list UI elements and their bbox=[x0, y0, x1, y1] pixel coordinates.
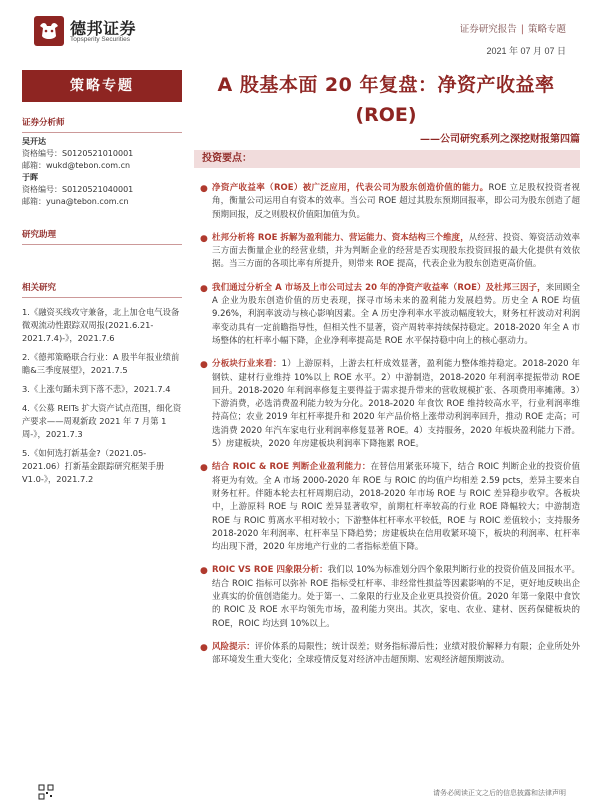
report-type: 证券研究报告 bbox=[459, 24, 517, 35]
company-logo bbox=[34, 14, 154, 50]
key-point-lead: ROIC VS ROE 四象限分析： bbox=[212, 565, 328, 576]
bullet-dot-icon: ● bbox=[200, 184, 208, 194]
title-line-1: A 股基本面 20 年复盘：净资产收益率 bbox=[217, 74, 555, 96]
key-point bbox=[200, 564, 580, 630]
key-point-body: ROE 立足股权投资者视角，衡量公司运用自有资本的效率。当公司 ROE 超过其股东预期回报率，即公司为股东创造了超预期回报，反之则股权价值阳加值为负。 bbox=[212, 183, 580, 220]
report-category: 策略专题 bbox=[527, 24, 566, 35]
analyst-name: 吴开达 bbox=[22, 137, 46, 146]
analyst-cert-row bbox=[22, 148, 182, 160]
related-report-item[interactable]: 3.《上涨句踊未到下落不悲》，2021.7.4 bbox=[22, 384, 171, 394]
bullet-dot-icon: ● bbox=[200, 566, 208, 577]
report-subtitle: ——公司研究系列之深挖财报第四篇 bbox=[420, 134, 580, 145]
related-research-list bbox=[22, 306, 182, 486]
email-label: 邮箱： bbox=[22, 197, 46, 206]
analyst-name: 于晖 bbox=[22, 173, 38, 182]
email-label: 邮箱： bbox=[22, 161, 46, 170]
key-point bbox=[200, 461, 580, 554]
bullet-dot-icon: ● bbox=[200, 642, 208, 653]
key-point bbox=[200, 641, 580, 668]
cert-label: 资格编号： bbox=[22, 149, 62, 158]
bullet-dot-icon: ● bbox=[200, 463, 208, 474]
analyst-email-row bbox=[22, 196, 182, 208]
report-header bbox=[0, 0, 600, 62]
analyst-section-label: 证券分析师 bbox=[22, 116, 182, 133]
header-separator: | bbox=[520, 24, 524, 35]
report-type-line bbox=[460, 21, 566, 35]
bullet-dot-icon: ● bbox=[200, 233, 208, 244]
key-point-body: 我们以 10%为标准划分四个象限判断行业的投资价值及回报水平。结合 ROIC 指标可以弥补 ROE 指标受杠杆率、非经常性损益等因素影响的不足，更好地反映出企业真实的价值创造能力。处于第一、二象限的行业及企业更具投资价值。2020 年第一象限中食饮的 ROIC 及 ROE 水平均领先市场，盈利能力突出。其次，家电、农业、建材、医药保健板块的 ROE，ROIC 均达到 10%以上。 bbox=[212, 565, 580, 629]
assistant-section-label: 研究助理 bbox=[22, 228, 182, 245]
assistant-spacer bbox=[22, 245, 182, 259]
category-box: 策略专题 bbox=[22, 70, 182, 102]
key-points-list bbox=[200, 182, 580, 678]
logo-chinese-name: 德邦证券 bbox=[70, 19, 137, 38]
key-point-lead: 净资产收益率（ROE）被广泛应用，代表公司为股东创造价值的能力。 bbox=[212, 183, 489, 193]
key-point-lead: 结合 ROIC & ROE 判断企业盈利能力： bbox=[212, 462, 371, 473]
logo-english-name: Topsperity Securities bbox=[70, 36, 130, 43]
key-point-body: 1）上游原料，上游去杠杆成效显著，盈利能力整体维持稳定。2018-2020 年钢铁、建材行业维持 10%以上 ROE 水平。2）中游制造，2018-2020 年利润率提振带动 ROE 回升。2018-2020 年利润率修复主要得益于需求提升带来的营收规模扩张、各项费用率摊薄。3）下游消费，必选消费盈利能力较为分化。2018-2020 年食饮 ROE 维持较高水平，行业利润率维持高位；农业 2019 年杠杆率提升和 2020 年产品价格上涨带动利润率回升，推动 ROE 走高；可选消费 2020 年汽车家电行业利润率修复显著 ROE。4）支持服务，2020 年板块盈利能力下滑。5）房建板块，2020 年房建板块利润率下降拖累 ROE。 bbox=[212, 359, 580, 450]
qr-code-icon bbox=[38, 784, 54, 800]
related-report-item[interactable]: 4.《公募 REITs 扩大资产试点范围，细化资产要求——周观新政 2021 年 7 月第 1 周-》，2021.7.3 bbox=[22, 403, 182, 439]
related-report-item[interactable]: 5.《如何选打新基金?（2021.05-2021.06）打新基金跟踪研究框架手册 V1.0-》，2021.7.2 bbox=[22, 448, 165, 484]
report-title bbox=[192, 70, 580, 130]
title-line-2: (ROE) bbox=[355, 104, 417, 126]
email-address[interactable]: wukd@tebon.com.cn bbox=[46, 161, 131, 170]
key-point bbox=[200, 232, 580, 272]
cert-number: S0120521010001 bbox=[62, 149, 134, 158]
key-point-lead: 杜邦分析将 ROE 拆解为盈利能力、营运能力、资本结构三个维度， bbox=[212, 232, 469, 243]
cert-label: 资格编号： bbox=[22, 185, 62, 194]
key-point-lead: 我们通过分析全 A 市场及上市公司过去 20 年的净资产收益率（ROE）及杜邦三因子， bbox=[212, 282, 546, 293]
report-date: 2021 年 07 月 07 日 bbox=[486, 46, 566, 56]
cert-number: S0120521040001 bbox=[62, 185, 134, 194]
related-report-item[interactable]: 2.《德邦策略联合行业：A 股半年报业绩前瞻&三季度展望》，2021.7.5 bbox=[22, 352, 180, 375]
key-points-header: 投资要点： bbox=[194, 150, 580, 168]
analyst-block bbox=[22, 136, 182, 208]
key-point-body: 评价体系的局限性；统计误差；财务指标滞后性；业绩对股价解释力有限；企业所处外部环境发生重大变化；全球疫情反复对经济冲击超预期、宏观经济超预期波动。 bbox=[212, 641, 580, 666]
bullet-dot-icon: ● bbox=[200, 283, 208, 294]
bull-logo-icon bbox=[34, 16, 64, 46]
key-point-lead: 风险提示： bbox=[212, 641, 255, 652]
key-point-lead: 分板块行业来看： bbox=[212, 359, 282, 370]
analyst-email-row bbox=[22, 160, 182, 172]
key-point bbox=[200, 282, 580, 348]
disclaimer-footer: 请务必阅读正文之后的信息披露和法律声明 bbox=[433, 789, 566, 797]
key-point-body: 在替信用紧张环境下，结合 ROIC 判断企业的投资价值将更为有效。全 A 市场 2000-2020 年 ROE 与 ROIC 的均值户均相差 2.59 pcts，差异主要来自财务杠杆。伴随本轮去杠杆周期启动，2018-2020 年市场 ROE 与 ROIC 差异稳步收窄。各板块中，上游原料 ROE 与 ROIC 差异显著收窄，前期杠杆率较高的行业 ROE 降幅较大；中游制造 ROE 与 ROIC 剪离水平相对较小；下游整体杠杆率水平较低，ROE 与 ROIC 差值较小；支持服务 2018-2020 年利润率、杠杆率呈下降趋势；房建板块在信用收紧环境下，板块的利润率、杠杆率均出现下滑，2020 年房地产行业的二者指标差值下降。 bbox=[212, 462, 580, 553]
bullet-dot-icon: ● bbox=[200, 360, 208, 371]
key-point-body: 从经营、投资、筹资活动效率三方面去衡量企业的经营业绩，并为判断企业的经营是否实现股东投资回报的最大化提供有效依据。当三方面的各项比率有所提升，则带来 ROE 提高，代表企业为股东创造更高价值。 bbox=[212, 232, 580, 270]
left-sidebar bbox=[22, 70, 182, 492]
related-report-item[interactable]: 1.《融资买线攻守兼备，北上加仓电气设备微观流动性跟踪双周报(2021.6.21-2021.7.4)-》，2021.7.6 bbox=[22, 307, 180, 343]
email-address[interactable]: yuna@tebon.com.cn bbox=[46, 197, 129, 206]
related-section-label: 相关研究 bbox=[22, 281, 182, 298]
key-point bbox=[200, 182, 580, 222]
key-point bbox=[200, 358, 580, 451]
analyst-cert-row bbox=[22, 184, 182, 196]
key-point-body: 来回顾全 A 企业为股东创造价值的历史表现，探寻市场未来的盈利能力发展趋势。历史全 A ROE 均值 9.26%，利润率波动与核心影响因素。全 A 历史净利率水平波动幅度较大，财务杠杆波动对利润率变动具有一定前瞻指导性，但相关性不显著，资产周转率持续保持稳定。2018-2020 年全 A 市场整体的杠杆率小幅下降，企业净利率提高是 ROE 水平保持稳中向上的核心驱动力。 bbox=[212, 282, 580, 346]
